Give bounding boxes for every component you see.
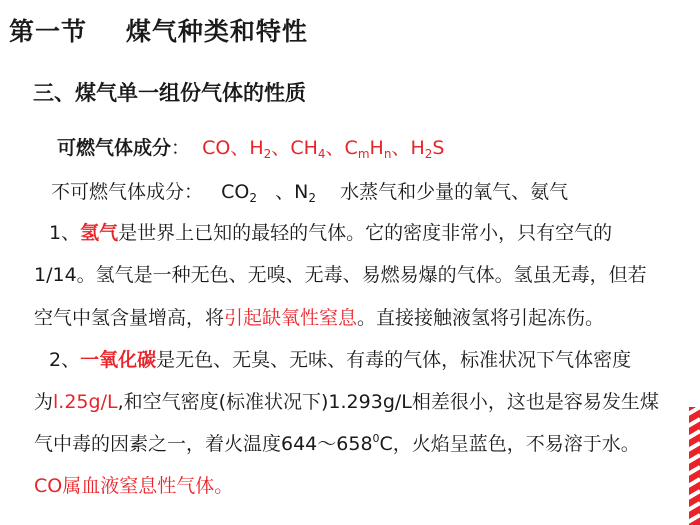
combustible-gases-line (57, 136, 444, 160)
section-heading: 三、煤气单一组份气体的性质 (33, 81, 306, 105)
hydrogen-paragraph-line-2: 1/14。氢气是一种无色、无嗅、无毒、易燃易爆的气体。氢虽无毒，但若 (34, 264, 647, 286)
noncombustible-label: 不可燃气体成分： (51, 181, 222, 203)
co-density-value: l.25g/L (53, 391, 118, 413)
noncombustible-gas-list: $CO_2$ 、$N_2$ 水蒸气和少量的氧气、氨气 (221, 181, 569, 205)
co-paragraph-line-3: 气中毒的因素之一，着火温度$644\sim 658^0C$，火焰呈蓝色，不易溶于水。 (34, 432, 640, 455)
co-paragraph-line-2: 为l.25g/L,和空气密度(标准状况下)1.293g/L相差很小，这也是容易发生煤 (34, 391, 659, 413)
corner-stripes-decoration (683, 407, 700, 525)
slide-title: 第一节 煤气种类和特性 (9, 17, 308, 46)
combustible-gas-list: CO、$H_2$、$CH_4$、$C_mH_n$、$H_2S$ (202, 137, 445, 161)
hydrogen-term: 氢气 (80, 222, 119, 244)
suffocation-warning: 引起缺氧性窒息 (224, 307, 358, 329)
combustible-separator: ： (171, 137, 203, 159)
noncombustible-gases-line (51, 180, 568, 204)
hydrogen-paragraph-line-3: 空气中氢含量增高，将引起缺氧性窒息。直接接触液氢将引起冻伤。 (34, 307, 605, 329)
hydrogen-paragraph-line-1: 1、氢气是世界上已知的最轻的气体。它的密度非常小，只有空气的 (49, 222, 613, 244)
co-term: 一氧化碳 (80, 349, 157, 371)
co-paragraph-line-4: CO属血液窒息性气体。 (34, 475, 234, 497)
co-paragraph-line-1: 2、一氧化碳是无色、无臭、无味、有毒的气体，标准状况下气体密度 (49, 349, 632, 371)
combustible-label: 可燃气体成分 (57, 137, 172, 159)
